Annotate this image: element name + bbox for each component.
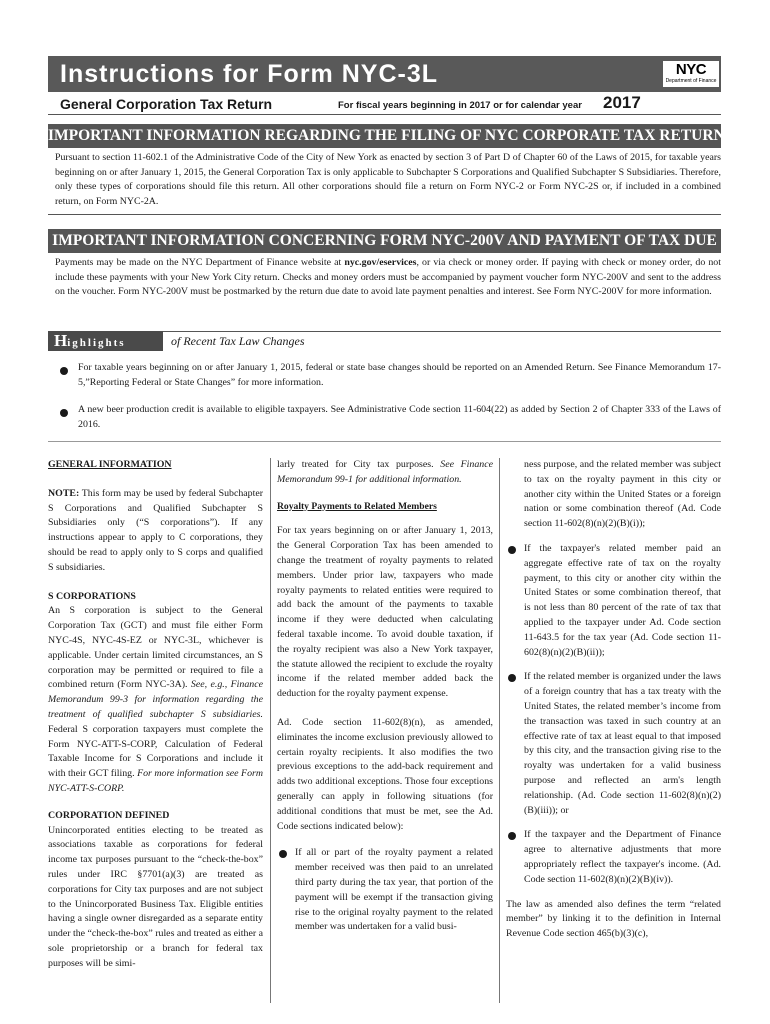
col2-lead-text: larly treated for City tax purposes. xyxy=(277,459,441,470)
logo-text: NYC xyxy=(675,61,707,78)
filing-info-body: Pursuant to section 11-602.1 of the Administrative Code of the City of New York as enacted by section 3 of Part D of Chapter 60 of the Laws of 2015, for taxable years beginning on or after January 1, 2015, the General Corporation Tax is only applicable to Subchapter S Corporations and Qualified Subchapter S Subsidiaries. Therefore, only these types of corporations should file this return. All other corporations should file a return on Form NYC-2 or Form NYC-2S or, if included in a combined return, on Form NYC-2A. xyxy=(55,152,721,207)
bullet-icon xyxy=(508,674,516,682)
bullet-icon xyxy=(60,409,68,417)
page-title: Instructions for Form NYC-3L xyxy=(60,60,439,88)
general-info-heading: GENERAL INFORMATION xyxy=(48,459,172,470)
column-divider xyxy=(270,458,271,1003)
exception-text: If the related member is organized under the laws of a foreign country that has a tax treaty with the United States, the related member’s income from the transaction was taxed in such country at an effective rate of tax at least equal to that imposed by this city, and the transaction giving rise to the royalty was undertaken for a valid business purpose and reflected an arm's length relationship. (Ad. Code section 11-602(8)(n)(2)(B)(iii)); or xyxy=(524,671,721,816)
bullet-icon xyxy=(508,832,516,840)
highlights-label xyxy=(48,331,163,351)
filing-info-heading: IMPORTANT INFORMATION REGARDING THE FILING OF NYC CORPORATE TAX RETURNS xyxy=(48,124,721,148)
royalty-heading: Royalty Payments to Related Members xyxy=(277,500,437,512)
col3-lead: ness purpose, and the related member was subject to tax on the royalty payment in this city or another city within the United States or a foreign nation or some combination thereof (Ad. Code section 11-602(8)(n)(2)(B)(i)); xyxy=(524,459,721,530)
exception-item xyxy=(506,670,721,818)
header-divider xyxy=(48,114,721,115)
highlights-bottom-rule xyxy=(48,441,721,442)
col2-lead xyxy=(277,458,493,488)
form-subtitle: General Corporation Tax Return xyxy=(60,96,273,112)
column-3 xyxy=(506,458,721,942)
eservices-link[interactable]: nyc.gov/eservices xyxy=(344,257,417,268)
highlight-item: For taxable years beginning on or after January 1, 2015, federal or state base changes should be reported on an Amended Return. See Finance Memorandum 17-5,”Reporting Federal or State Changes” for more information. xyxy=(78,362,721,388)
bullet-icon xyxy=(60,367,68,375)
exception-text: If the taxpayer's related member paid an aggregate effective rate of tax on the royalty payment, to this city or another city within the United States or some combination thereof, that is not less than 80 percent of the rate of tax that applied to the taxpayer under Ad. Code section 11-643.5 for the tax year (Ad. Code section 11-602(8)(n)(2)(B)(ii)); xyxy=(524,542,721,658)
column-divider xyxy=(499,458,500,1003)
payment-text-a: Payments may be made on the NYC Department of Finance website at xyxy=(55,257,345,268)
exception-item xyxy=(506,828,721,887)
s-corp-heading: S CORPORATIONS xyxy=(48,590,136,602)
note-text: This form may be used by federal Subchapter S Corporations and Qualified Subchapter S Subsidiaries only (“S corporations”). If any instructions appear to apply to C corporations, they should be read to apply only to S corps and qualified S subsidiaries. xyxy=(48,487,263,573)
payment-text-b: , or via check or money order. If paying with check or money order, do not include these payments with your New York City return. Checks and money orders must be accompanied by payment voucher form NYC-200V and sent to the address on the voucher. Form NYC-200V must be postmarked by the return due date to avoid late payment penalties and interest. See Form NYC-200V for more information. xyxy=(55,257,721,298)
exception-item xyxy=(506,542,721,660)
s-corp-text-2: Federal S corporation taxpayers must complete the Form NYC-ATT-S-CORP, Calculation of Federal Taxable Income for S Corporations and include it with their GCT filing. xyxy=(48,723,263,780)
corp-defined-text: Unincorporated entities electing to be treated as associations taxable as corporations for federal income tax purposes pursuant to the “check-the-box” rules under IRC §7701(a)(3) are treated as corporations for City tax purposes and are not subject to the Unincorporated Business Tax. Eligible entities having a single owner disregarded as a separate entity under the “check-the-box” rules and treated as either a sole proprietorship or a branch for federal tax purposes will be simi- xyxy=(48,824,263,969)
exception-text: If the taxpayer and the Department of Finance agree to alternative adjustments that more appropriately reflect the taxpayer's income. (Ad. Code section 11-602(8)(n)(2)(B)(iv)). xyxy=(524,829,721,885)
bullet-icon xyxy=(279,850,287,858)
column-2 xyxy=(277,458,493,935)
section-divider xyxy=(48,214,721,215)
highlights-initial: H xyxy=(54,331,68,350)
col2-lead-italic: See Finance Memorandum 99-1 for additional information. xyxy=(277,459,493,485)
s-corp-paragraph xyxy=(48,604,263,796)
bullet-icon xyxy=(508,546,516,554)
payment-info-heading: IMPORTANT INFORMATION CONCERNING FORM NYC-200V AND PAYMENT OF TAX DUE xyxy=(48,229,721,253)
highlight-item: A new beer production credit is available to eligible taxpayers. See Administrative Code section 11-604(22) as added by Section 2 of Chapter 333 of the Laws of 2016. xyxy=(78,404,721,430)
s-corp-italic: See, e.g., Finance Memorandum 99-3 for information regarding the treatment of qualified subchapter S subsidiaries. xyxy=(48,679,263,720)
ad-code-text: Ad. Code section 11-602(8)(n), as amended, eliminates the income exclusion previously allowed to certain royalty recipients. It also modifies the two previous exceptions to the add-back requirement and adds two additional exceptions. Those four exceptions generally can apply in following situations (for additional conditions that must be met, see the Ad. Code sections indicated below): xyxy=(277,716,493,832)
highlights-rest: ighlights xyxy=(67,337,126,349)
royalty-text: For tax years beginning on or after January 1, 2013, the General Corporation Tax has been amended to change the treatment of royalty payments to related members. Under prior law, taxpayers who made royalty payments to related entities were required to add back the amount of the payments to taxable income if they were deducted when calculating federal taxable income. To avoid double taxation, if the royalty recipient was also a New York taxpayer, the statute allowed the recipient to exclude the royalty income if the related member added back the deduction for the royalty payment expense. xyxy=(277,525,493,700)
exception-text: If all or part of the royalty payment a related member received was then paid to an unrelated third party during the tax year, that portion of the payment will be exempt if the transaction giving rise to the original royalty payment to the related member was undertaken for a valid busi- xyxy=(295,847,493,933)
column-1 xyxy=(48,458,263,972)
payment-info-body xyxy=(55,256,721,300)
exception-item xyxy=(277,846,493,935)
note-label: NOTE: xyxy=(48,487,80,499)
fiscal-year-text: For fiscal years beginning in 2017 or for calendar year xyxy=(338,100,582,111)
corp-defined-heading: CORPORATION DEFINED xyxy=(48,809,170,821)
col3-tail: The law as amended also defines the term “related member” by linking it to the definition in Internal Revenue Code section 465(b)(3)(c), xyxy=(506,898,721,940)
tax-year: 2017 xyxy=(603,93,641,112)
note-paragraph xyxy=(48,487,263,576)
s-corp-italic-2: For more information see Form NYC-ATT-S-CORP. xyxy=(48,768,263,794)
s-corp-text: An S corporation is subject to the General Corporation Tax (GCT) and must file either Form NYC-4S, NYC-4S-EZ or NYC-3L, whichever is applicable. Under certain limited circumstances, an S corporation may be permitted or required to file a combined return (Form NYC-3A). xyxy=(48,605,263,691)
highlights-subtitle: of Recent Tax Law Changes xyxy=(171,334,305,348)
nyc-logo xyxy=(663,61,719,87)
logo-department: Department of Finance xyxy=(665,78,717,84)
